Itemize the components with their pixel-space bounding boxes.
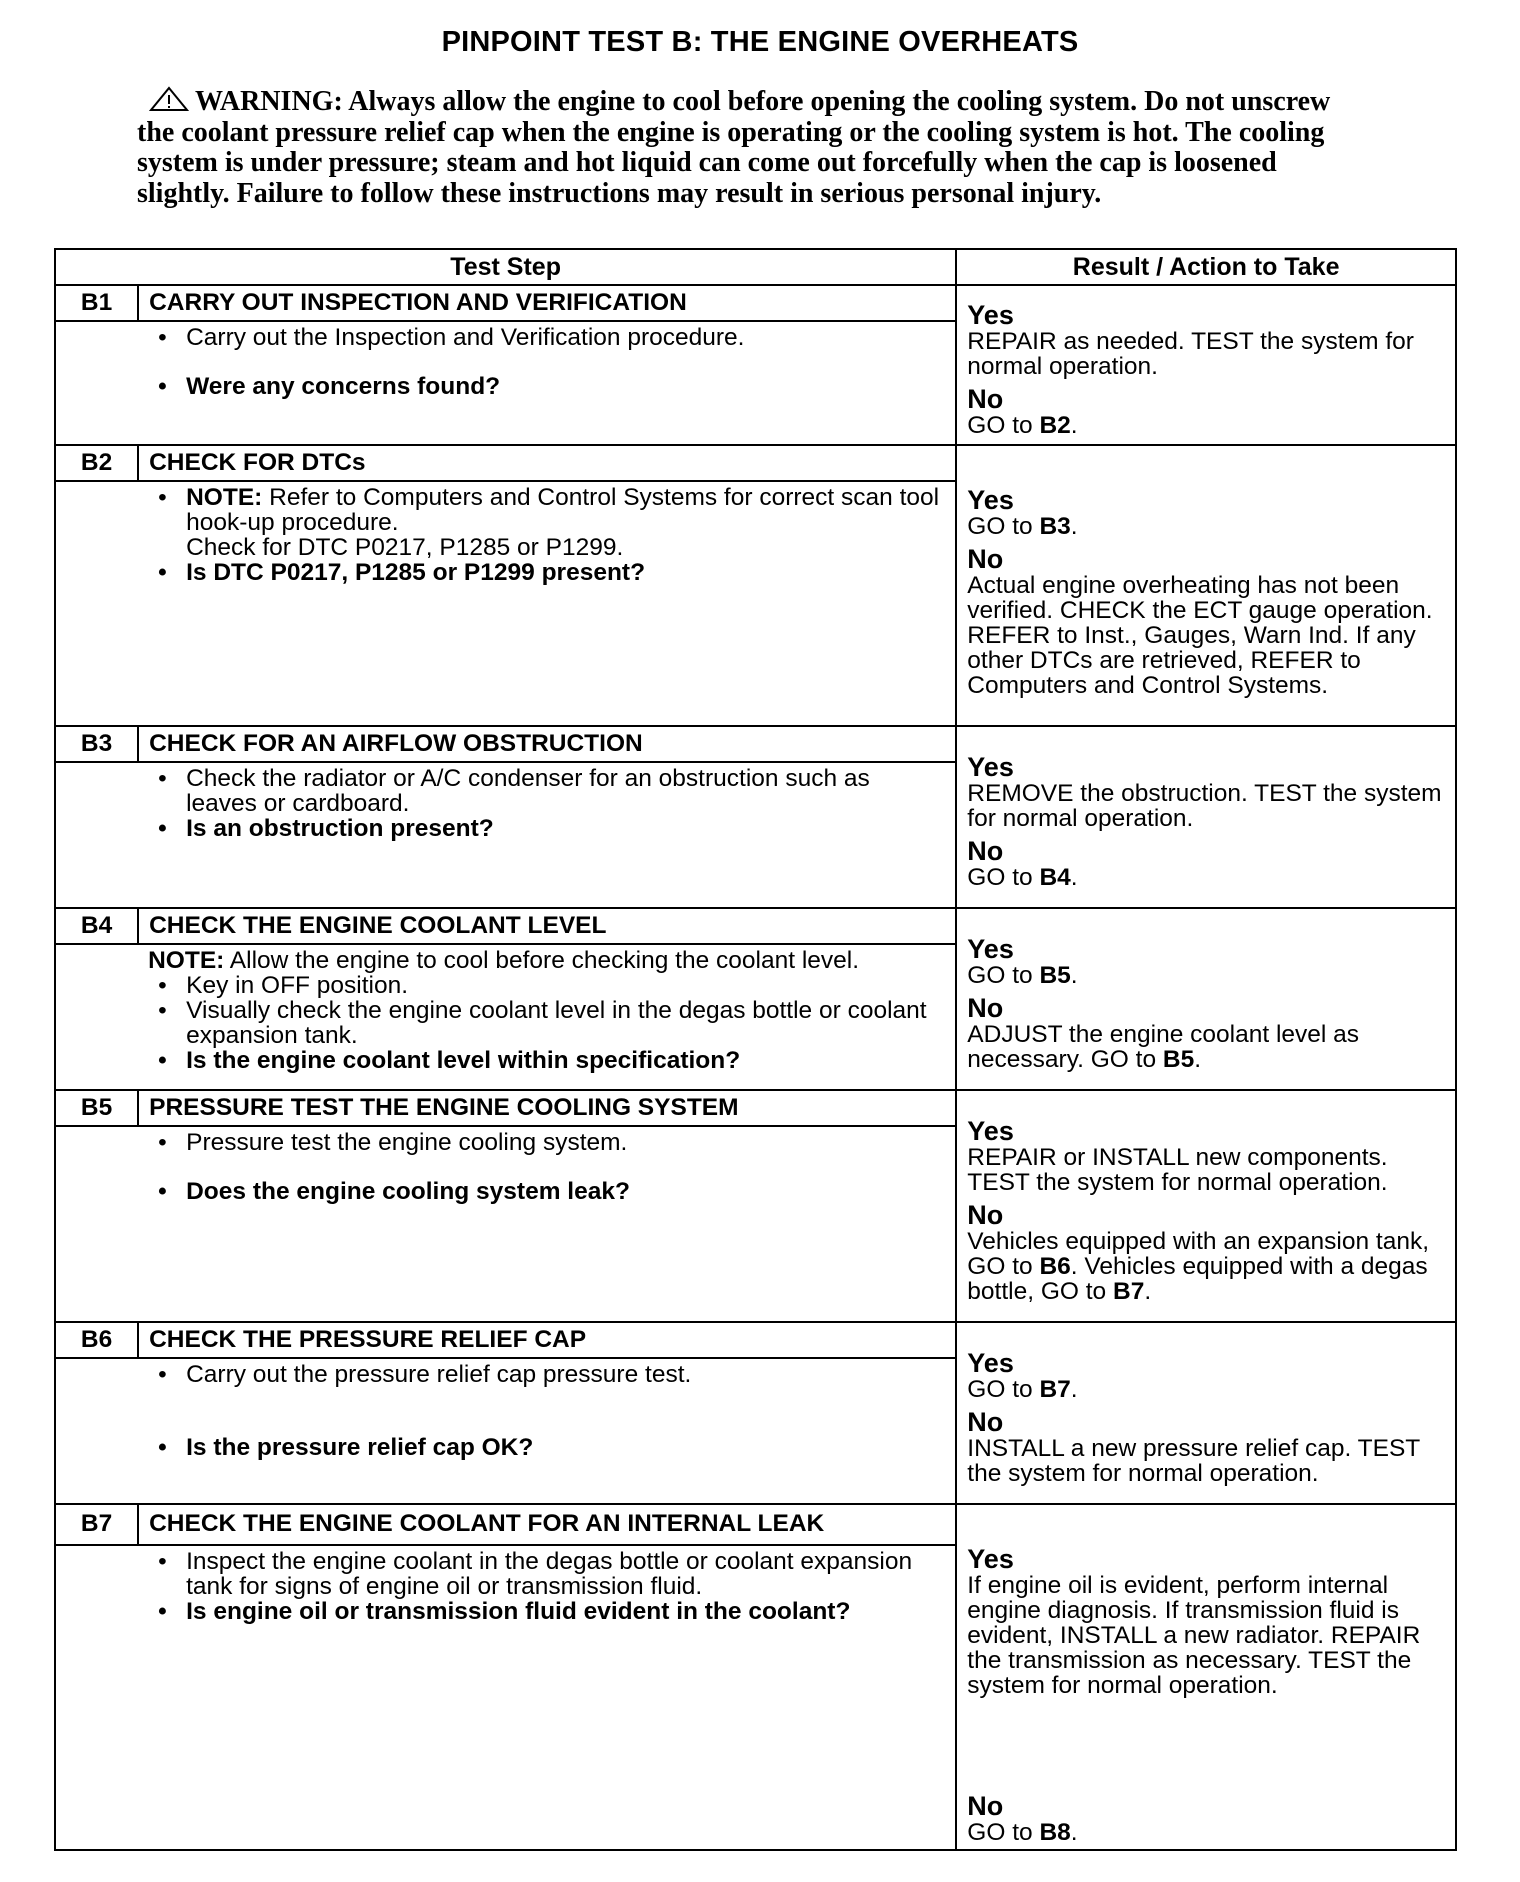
step-note: NOTE: Allow the engine to cool before checking the coolant level. xyxy=(148,947,860,974)
step-body xyxy=(138,1545,956,1850)
step-question: • Is the pressure relief cap OK? xyxy=(148,1435,945,1460)
page-title: PINPOINT TEST B: THE ENGINE OVERHEATS xyxy=(441,26,1079,58)
step-title: CHECK THE ENGINE COOLANT FOR AN INTERNAL LEAK xyxy=(138,1504,956,1545)
warning-notice xyxy=(137,86,1367,209)
step-id: B1 xyxy=(55,285,138,321)
no-label: No xyxy=(967,1406,1004,1437)
no-action: ADJUST the engine coolant level as necessary. GO to B5. xyxy=(967,1020,1360,1073)
no-action: GO to B8. xyxy=(967,1819,1078,1846)
step-title-row xyxy=(55,1090,1456,1126)
yes-action: REPAIR or INSTALL new components. TEST the system for normal operation. xyxy=(967,1143,1388,1196)
step-reference: B7 xyxy=(1113,1277,1145,1305)
step-instruction: • Check the radiator or A/C condenser for an obstruction such as leaves or cardboard. xyxy=(148,766,945,816)
yes-action: REPAIR as needed. TEST the system for normal operation. xyxy=(967,327,1414,380)
step-reference: B4 xyxy=(1039,863,1071,891)
yes-action: If engine oil is evident, perform internal engine diagnosis. If transmission fluid is evident, INSTALL a new radiator. REPAIR the transmission as necessary. TEST the system for normal operation. xyxy=(967,1572,1421,1699)
yes-action: GO to B7. xyxy=(967,1375,1078,1403)
step-id: B6 xyxy=(55,1322,138,1358)
step-id: B5 xyxy=(55,1090,138,1126)
step-title-row xyxy=(55,726,1456,762)
yes-action: GO to B3. xyxy=(967,513,1078,540)
no-label: No xyxy=(967,1791,1004,1821)
step-result xyxy=(956,1504,1456,1850)
yes-label: Yes xyxy=(967,299,1014,330)
no-action: INSTALL a new pressure relief cap. TEST the system for normal operation. xyxy=(967,1434,1420,1487)
no-label: No xyxy=(967,1199,1004,1230)
step-instruction: • Carry out the pressure relief cap pressure test. xyxy=(148,1362,945,1387)
pinpoint-test-table xyxy=(54,248,1457,1851)
header-result: Result / Action to Take xyxy=(956,249,1456,285)
warning-text: WARNING: Always allow the engine to cool before opening the cooling system. Do not unscrew the coolant pressure relief cap when the engine is operating or the cooling system is hot. The cooling system is under pressure; steam and hot liquid can come out forcefully when the cap is loosened slightly. Failure to follow these instructions may result in serious personal injury. xyxy=(137,86,1331,209)
warning-triangle-icon xyxy=(149,86,189,112)
step-question: • Is engine oil or transmission fluid evident in the coolant? xyxy=(148,1599,945,1624)
step-note: • NOTE: Refer to Computers and Control Systems for correct scan tool hook-up procedure. xyxy=(148,485,945,535)
step-body xyxy=(138,321,956,445)
step-id: B4 xyxy=(55,908,138,944)
step-reference: B8 xyxy=(1039,1819,1071,1846)
yes-label: Yes xyxy=(967,1347,1014,1378)
step-instruction: • Key in OFF position. xyxy=(148,973,945,998)
step-question: • Were any concerns found? xyxy=(148,374,945,399)
yes-label: Yes xyxy=(967,1115,1014,1146)
no-label: No xyxy=(967,992,1004,1023)
step-result xyxy=(956,285,1456,445)
step-body xyxy=(138,1358,956,1504)
no-action: GO to B4. xyxy=(967,863,1078,891)
step-reference: B6 xyxy=(1039,1252,1071,1280)
step-reference: B7 xyxy=(1039,1375,1071,1403)
step-title-row xyxy=(55,908,1456,944)
step-result xyxy=(956,908,1456,1090)
yes-label: Yes xyxy=(967,1544,1014,1574)
no-label: No xyxy=(967,835,1004,866)
yes-label: Yes xyxy=(967,485,1014,515)
step-title: PRESSURE TEST THE ENGINE COOLING SYSTEM xyxy=(138,1090,956,1126)
step-instruction: Check for DTC P0217, P1285 or P1299. xyxy=(186,534,624,561)
step-question: • Is an obstruction present? xyxy=(148,816,945,841)
no-action: Actual engine overheating has not been verified. CHECK the ECT gauge operation. REFER to Inst., Gauges, Warn Ind. If any other DTCs are retrieved, REFER to Computers and Control Systems. xyxy=(967,572,1433,699)
step-instruction: • Carry out the Inspection and Verification procedure. xyxy=(148,325,945,350)
no-label: No xyxy=(967,544,1004,574)
yes-label: Yes xyxy=(967,933,1014,964)
step-id: B2 xyxy=(55,445,138,481)
step-title: CHECK FOR DTCs xyxy=(138,445,956,481)
step-title-row xyxy=(55,1504,1456,1545)
step-result xyxy=(956,726,1456,908)
no-action: GO to B2. xyxy=(967,411,1078,439)
step-title-row xyxy=(55,285,1456,321)
no-action: Vehicles equipped with an expansion tank, GO to B6. Vehicles equipped with a degas bottle, GO to B7. xyxy=(967,1227,1430,1305)
step-reference: B5 xyxy=(1039,961,1071,989)
step-instruction: • Inspect the engine coolant in the degas bottle or coolant expansion tank for signs of engine oil or transmission fluid. xyxy=(148,1549,945,1599)
step-title: CHECK FOR AN AIRFLOW OBSTRUCTION xyxy=(138,726,956,762)
step-result xyxy=(956,1322,1456,1504)
step-id: B3 xyxy=(55,726,138,762)
step-instruction: • Pressure test the engine cooling system. xyxy=(148,1130,945,1155)
table-header-row xyxy=(55,249,1456,285)
step-id: B7 xyxy=(55,1504,138,1545)
yes-action: GO to B5. xyxy=(967,961,1078,989)
step-instruction: • Visually check the engine coolant level in the degas bottle or coolant expansion tank. xyxy=(148,998,945,1048)
no-label: No xyxy=(967,383,1004,414)
step-body xyxy=(138,762,956,908)
step-body xyxy=(138,1126,956,1322)
step-question: • Does the engine cooling system leak? xyxy=(148,1179,945,1204)
step-title: CHECK THE ENGINE COOLANT LEVEL xyxy=(138,908,956,944)
step-body xyxy=(138,944,956,1090)
step-reference: B5 xyxy=(1162,1045,1195,1073)
step-question: • Is the engine coolant level within specification? xyxy=(148,1048,945,1073)
header-test-step: Test Step xyxy=(55,249,956,285)
step-reference: B2 xyxy=(1039,411,1071,439)
yes-label: Yes xyxy=(967,751,1014,782)
step-title: CHECK THE PRESSURE RELIEF CAP xyxy=(138,1322,956,1358)
yes-action: REMOVE the obstruction. TEST the system for normal operation. xyxy=(967,779,1442,832)
step-body xyxy=(138,481,956,726)
step-result xyxy=(956,1090,1456,1322)
step-title-row xyxy=(55,445,1456,481)
step-title-row xyxy=(55,1322,1456,1358)
step-result xyxy=(956,445,1456,726)
step-title: CARRY OUT INSPECTION AND VERIFICATION xyxy=(138,285,956,321)
step-question: • Is DTC P0217, P1285 or P1299 present? xyxy=(148,560,945,585)
step-reference: B3 xyxy=(1039,513,1071,540)
